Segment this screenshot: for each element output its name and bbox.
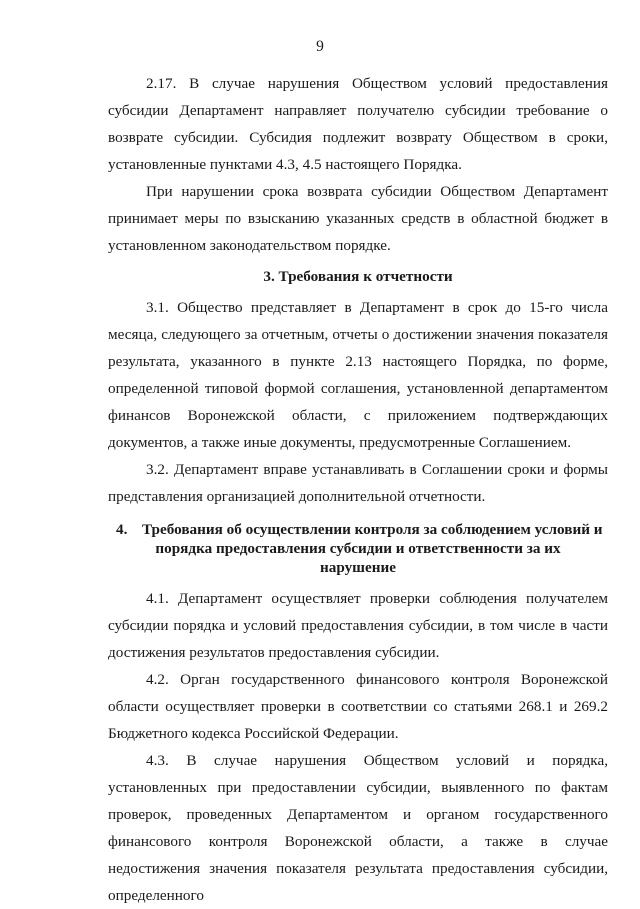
paragraph-return-violation: При нарушении срока возврата субсидии Обществом Департамент принимает меры по взысканию указанных средств в областной бюджет в установленном законодательством порядке. bbox=[108, 183, 608, 254]
paragraph-4-3: 4.3. В случае нарушения Обществом условий и порядка, установленных при предоставлении субсидии, выявленного по фактам проверок, проведенных Департаментом и органом государственного финансового контроля Воронежской области, а также в случае недостижения значения показателя результата предоставления субсидии, определенного bbox=[108, 752, 608, 904]
section-4-heading-line1 bbox=[108, 520, 608, 539]
paragraph-4-1: 4.1. Департамент осуществляет проверки соблюдения получателем субсидии порядка и условий предоставления субсидии, в том числе в части достижения результатов предоставления субсидии. bbox=[108, 590, 608, 661]
section-4-title-line1: Требования об осуществлении контроля за соблюдением условий и bbox=[142, 521, 603, 538]
section-4-number: 4. bbox=[116, 521, 128, 538]
paragraph-2-17: 2.17. В случае нарушения Обществом условий предоставления субсидии Департамент направляет получателю субсидии требование о возврате субсидии. Субсидия подлежит возврату Обществом в сроки, установленные пунктами 4.3, 4.5 настоящего Порядка. bbox=[108, 75, 608, 173]
section-4-title-line3: нарушение bbox=[320, 559, 396, 576]
paragraph-4-2: 4.2. Орган государственного финансового контроля Воронежской области осуществляет проверки в соответствии со статьями 268.1 и 269.2 Бюджетного кодекса Российской Федерации. bbox=[108, 671, 608, 742]
paragraph-3-2: 3.2. Департамент вправе устанавливать в Соглашении сроки и формы представления организацией дополнительной отчетности. bbox=[108, 461, 608, 505]
section-3-heading: 3. Требования к отчетности bbox=[263, 268, 453, 285]
page-number: 9 bbox=[316, 38, 324, 55]
section-4-heading bbox=[108, 520, 608, 577]
section-4-title-line2: порядка предоставления субсидии и ответственности за их bbox=[155, 540, 561, 557]
document-body bbox=[108, 70, 608, 909]
paragraph-3-1: 3.1. Общество представляет в Департамент в срок до 15-го числа месяца, следующего за отчетным, отчеты о достижении значения показателя результата, указанного в пункте 2.13 настоящего Порядка, по форме, определенной типовой формой соглашения, установленной департаментом финансов Воронежской области, с приложением подтверждающих документов, а также иные документы, предусмотренные Соглашением. bbox=[108, 299, 608, 451]
